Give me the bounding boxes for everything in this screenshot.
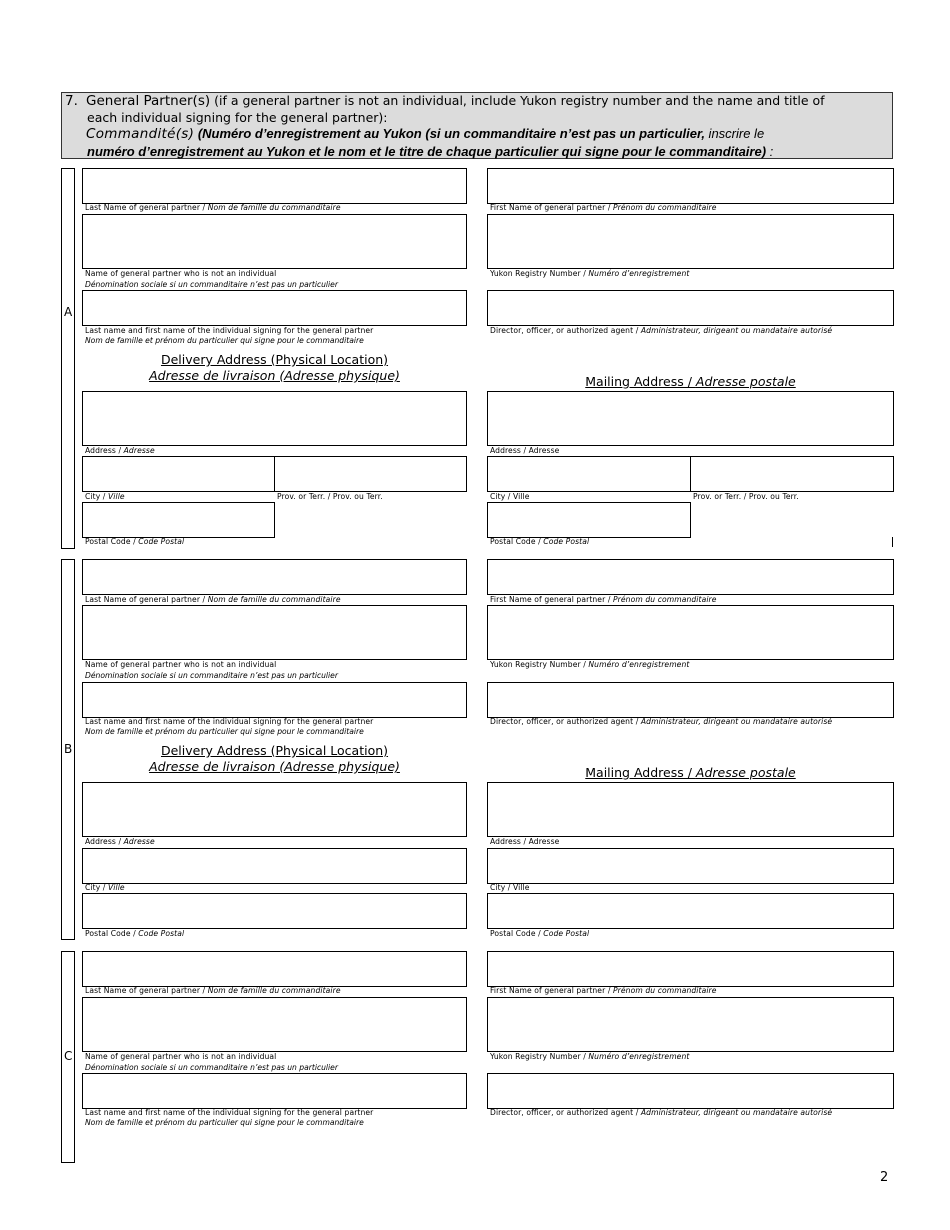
b-corporate-name-label-fr: Dénomination sociale si un commanditaire n’est pas un particulier [85,671,338,680]
header-note-fr-2: numéro d’enregistrement au Yukon et le nom et le titre de chaque particulier qui signe pour le commanditaire) [87,144,767,159]
a-signing-name-label: Last name and first name of the individual signing for the general partner [85,326,374,335]
header-note-en-2: each individual signing for the general partner): [87,110,388,125]
c-director-label: Director, officer, or authorized agent / Administrateur, dirigeant ou mandataire autorisé [490,1108,833,1117]
a-mailing-postal-field[interactable] [487,502,691,538]
c-director-field[interactable] [487,1073,894,1109]
b-last-name-label: Last Name of general partner / Nom de famille du commanditaire [85,595,341,604]
b-mailing-address-field[interactable] [487,782,894,837]
a-last-name-field[interactable] [82,168,467,204]
section-a-letter: A [64,305,73,319]
b-director-label: Director, officer, or authorized agent / Administrateur, dirigeant ou mandataire autorisé [490,717,833,726]
section-a-bar [61,168,75,549]
c-corporate-name-label: Name of general partner who is not an individual [85,1052,277,1061]
b-director-field[interactable] [487,682,894,718]
a-registry-field[interactable] [487,214,894,269]
a-delivery-postal-field[interactable] [82,502,275,538]
c-last-name-label: Last Name of general partner / Nom de famille du commanditaire [85,986,341,995]
b-delivery-city-label: City / Ville [85,883,125,892]
a-mailing-city-field[interactable] [487,456,691,492]
a-corporate-name-label: Name of general partner who is not an individual [85,269,277,278]
b-mailing-title: Mailing Address / Adresse postale [585,765,796,780]
b-signing-name-label: Last name and first name of the individual signing for the general partner [85,717,374,726]
b-corporate-name-label: Name of general partner who is not an individual [85,660,277,669]
b-first-name-field[interactable] [487,559,894,595]
a-mailing-title: Mailing Address / Adresse postale [585,374,796,389]
a-delivery-city-label: City / Ville [85,492,125,501]
a-first-name-label: First Name of general partner / Prénom du commanditaire [490,203,717,212]
a-mailing-prov-field[interactable] [690,456,894,492]
b-delivery-title: Delivery Address (Physical Location) [160,743,389,758]
b-delivery-city-field[interactable] [82,848,467,884]
a-delivery-title: Delivery Address (Physical Location) [160,352,389,367]
a-corporate-name-label-fr: Dénomination sociale si un commanditaire n’est pas un particulier [85,280,338,289]
c-signing-name-field[interactable] [82,1073,467,1109]
c-first-name-field[interactable] [487,951,894,987]
c-signing-name-label-fr: Nom de famille et prénom du particulier qui signe pour le commanditaire [85,1118,364,1127]
header-note-fr-2-line [87,144,773,159]
c-corporate-name-field[interactable] [82,997,467,1052]
header-note-en-1: (if a general partner is not an individual, include Yukon registry number and the name and title of [210,93,825,108]
c-registry-field[interactable] [487,997,894,1052]
section-b-letter: B [64,742,73,756]
b-last-name-field[interactable] [82,559,467,595]
header-title-en-line [86,93,825,109]
a-signing-name-field[interactable] [82,290,467,326]
a-first-name-field[interactable] [487,168,894,204]
b-delivery-address-field[interactable] [82,782,467,837]
a-corporate-name-field[interactable] [82,214,467,269]
b-registry-field[interactable] [487,605,894,660]
b-delivery-postal-field[interactable] [82,893,467,929]
section-7-header [61,92,893,159]
a-mailing-address-field[interactable] [487,391,894,446]
c-registry-label: Yukon Registry Number / Numéro d’enregistrement [490,1052,690,1061]
a-mailing-prov-label: Prov. or Terr. / Prov. ou Terr. [693,492,799,501]
a-delivery-city-field[interactable] [82,456,275,492]
a-signing-name-label-fr: Nom de famille et prénom du particulier qui signe pour le commanditaire [85,336,364,345]
b-mailing-postal-field[interactable] [487,893,894,929]
b-signing-name-label-fr: Nom de famille et prénom du particulier qui signe pour le commanditaire [85,727,364,736]
a-mailing-city-label: City / Ville [490,492,530,501]
a-delivery-address-label: Address / Adresse [85,446,155,455]
a-delivery-address-field[interactable] [82,391,467,446]
a-mailing-address-label: Address / Adresse [490,446,560,455]
b-delivery-postal-label: Postal Code / Code Postal [85,929,185,938]
c-signing-name-label: Last name and first name of the individual signing for the general partner [85,1108,374,1117]
c-corporate-name-label-fr: Dénomination sociale si un commanditaire n’est pas un particulier [85,1063,338,1072]
a-last-name-label: Last Name of general partner / Nom de famille du commanditaire [85,203,341,212]
header-title-fr: Commandité(s) [86,126,195,142]
b-delivery-address-label: Address / Adresse [85,837,155,846]
b-mailing-postal-label: Postal Code / Code Postal [490,929,590,938]
section-c-letter: C [64,1049,73,1063]
tick-mark [892,537,893,547]
section-number: 7. [65,93,78,109]
c-last-name-field[interactable] [82,951,467,987]
b-delivery-title-fr: Adresse de livraison (Adresse physique) [149,759,400,774]
b-mailing-address-label: Address / Adresse [490,837,560,846]
header-title-fr-line [86,126,764,142]
b-signing-name-field[interactable] [82,682,467,718]
b-first-name-label: First Name of general partner / Prénom du commanditaire [490,595,717,604]
a-delivery-title-fr: Adresse de livraison (Adresse physique) [149,368,400,383]
a-director-field[interactable] [487,290,894,326]
a-registry-label: Yukon Registry Number / Numéro d’enregistrement [490,269,690,278]
header-note-fr-1-end: inscrire le [704,126,765,141]
header-note-fr-2-end: : [766,144,774,159]
b-mailing-city-label: City / Ville [490,883,530,892]
a-delivery-prov-field[interactable] [274,456,467,492]
b-corporate-name-field[interactable] [82,605,467,660]
page-number: 2 [880,1170,889,1185]
header-title-en: General Partner(s) [86,93,211,109]
c-first-name-label: First Name of general partner / Prénom du commanditaire [490,986,717,995]
b-registry-label: Yukon Registry Number / Numéro d’enregistrement [490,660,690,669]
a-mailing-postal-label: Postal Code / Code Postal [490,537,590,546]
header-note-fr-1: (Numéro d’enregistrement au Yukon (si un commanditaire n’est pas un particulier, [194,126,705,141]
a-delivery-postal-label: Postal Code / Code Postal [85,537,185,546]
a-director-label: Director, officer, or authorized agent / Administrateur, dirigeant ou mandataire autorisé [490,326,833,335]
a-delivery-prov-label: Prov. or Terr. / Prov. ou Terr. [277,492,383,501]
b-mailing-city-field[interactable] [487,848,894,884]
